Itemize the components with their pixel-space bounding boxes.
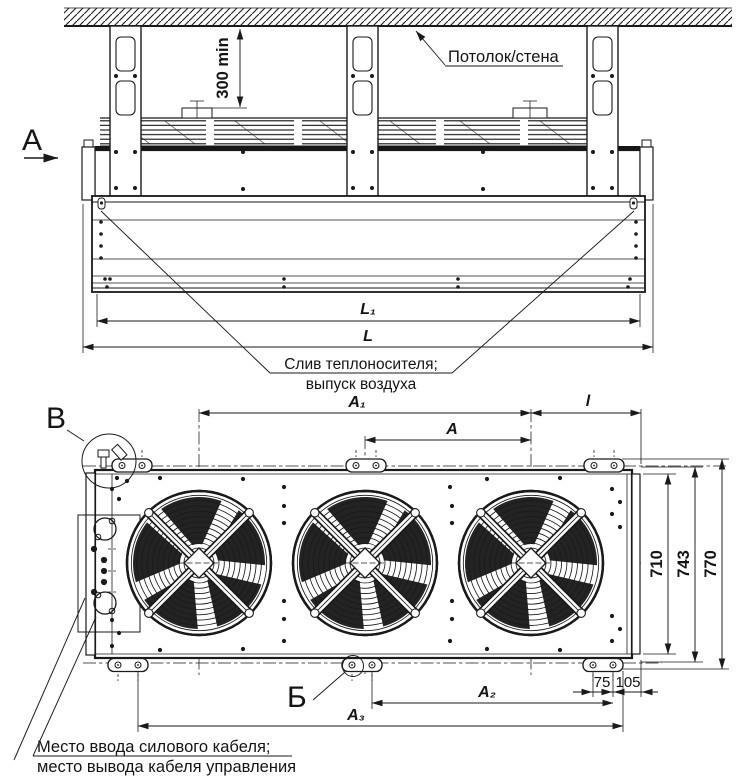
casing-lower-body — [92, 196, 645, 292]
finned-coil-block — [100, 101, 590, 146]
coil-junction-box — [513, 101, 547, 118]
ceiling-label: Потолок/стена — [448, 48, 559, 66]
side-elevation-view — [22, 8, 732, 393]
view-arrow-a — [22, 124, 58, 158]
top-dimensions — [199, 393, 641, 464]
mount-tab-top-right — [584, 459, 624, 472]
fan-guard-1 — [125, 491, 271, 639]
hanger-bracket-left — [110, 26, 141, 196]
plan-view — [14, 393, 729, 776]
drain-label-line2: выпуск воздуха — [305, 376, 417, 393]
dim-75-label: 75 — [593, 674, 611, 691]
detail-b-label: Б — [287, 681, 307, 714]
clearance-dimension — [214, 29, 240, 107]
dim-l1-label: L₁ — [360, 301, 376, 318]
drain-label-line1: Слив теплоносителя; — [284, 356, 438, 373]
dim-l-small-label: l — [585, 393, 591, 410]
ceiling-callout — [416, 31, 563, 66]
mount-tab-bottom-left — [108, 659, 148, 672]
drain-fitting-right — [630, 198, 637, 209]
dim-710-label: 710 — [648, 550, 666, 578]
dim-a3-label: A₃ — [347, 707, 365, 724]
drain-fitting-left — [98, 198, 105, 209]
fan-guard-3 — [457, 491, 603, 639]
mount-tab-top-middle — [346, 459, 386, 472]
bottom-dimensions — [138, 660, 658, 732]
dim-743-label: 743 — [675, 550, 693, 578]
dim-105-label: 105 — [615, 674, 641, 691]
fan-guard-2 — [291, 491, 437, 639]
hanger-bracket-right — [587, 26, 618, 196]
ceiling-hatched-band — [64, 8, 732, 26]
coil-junction-box — [182, 101, 247, 118]
hanger-bracket-middle — [347, 26, 378, 196]
dim-770-label: 770 — [702, 550, 720, 578]
dim-l-label: L — [363, 328, 373, 345]
cable-label-line1: Место ввода силового кабеля; — [37, 738, 271, 756]
cable-label-line2: место вывода кабеля управления — [37, 758, 297, 776]
mount-tab-top-left — [112, 459, 152, 472]
mount-tab-bottom-right — [583, 659, 623, 672]
detail-v-label: В — [46, 402, 67, 435]
view-a-label: А — [22, 124, 43, 157]
dim-a2-label: A₂ — [478, 684, 496, 701]
clearance-dim-label: 300 min — [214, 37, 232, 99]
dim-a-label: A — [446, 421, 458, 438]
dim-a1-label: A₁ — [348, 394, 366, 411]
